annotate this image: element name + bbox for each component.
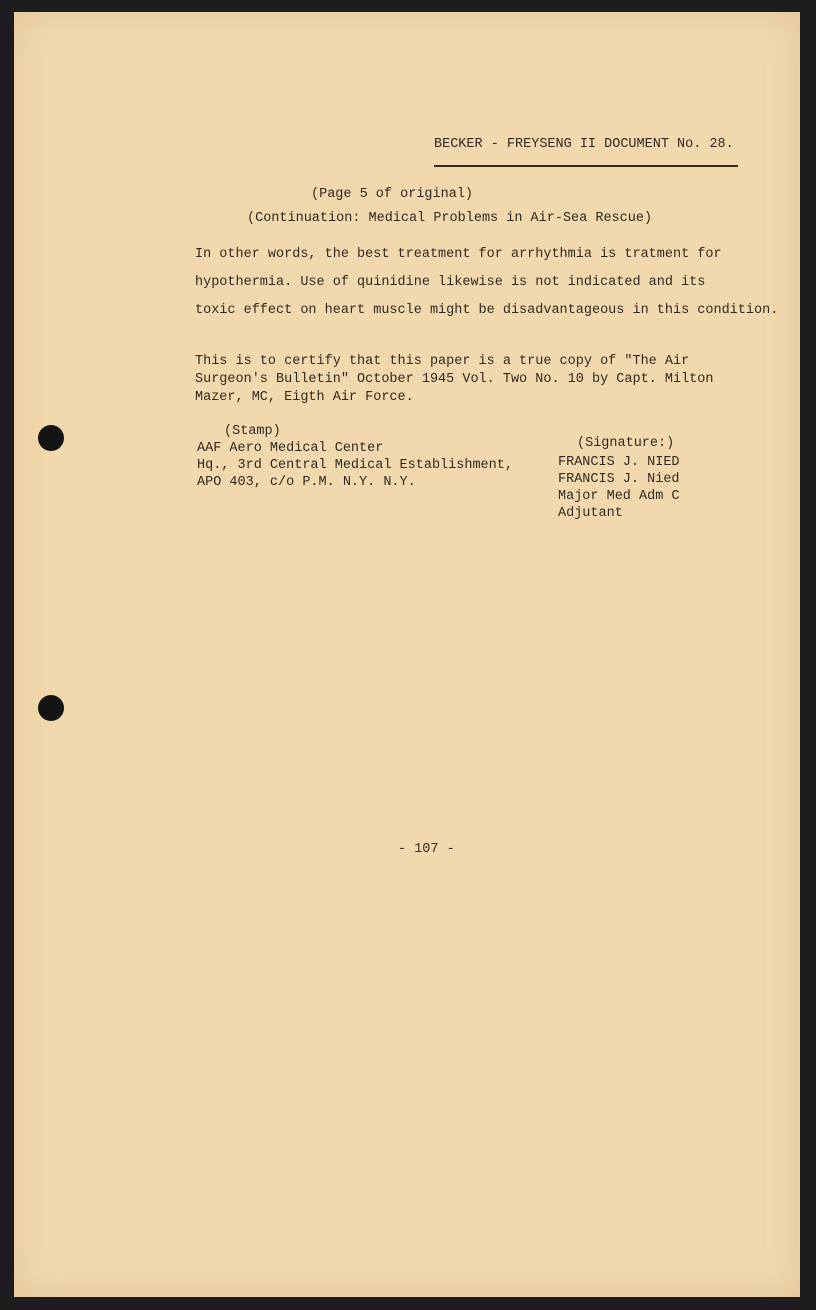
stamp-line: APO 403, c/o P.M. N.Y. N.Y.: [197, 475, 416, 490]
certification-line: This is to certify that this paper is a true copy of "The Air: [195, 354, 690, 369]
header-underline: [434, 165, 738, 167]
page-number: - 107 -: [398, 842, 455, 857]
body-line: toxic effect on heart muscle might be disadvantageous in this condition.: [195, 303, 779, 318]
document-page: [14, 12, 800, 1297]
signature-line: Adjutant: [558, 506, 623, 521]
stamp-line: Hq., 3rd Central Medical Establishment,: [197, 458, 513, 473]
certification-line: Surgeon's Bulletin" October 1945 Vol. Two No. 10 by Capt. Milton: [195, 372, 714, 387]
stamp-line: AAF Aero Medical Center: [197, 441, 384, 456]
stamp-label: (Stamp): [224, 424, 281, 439]
body-line: hypothermia. Use of quinidine likewise is not indicated and its: [195, 275, 706, 290]
document-header: BECKER - FREYSENG II DOCUMENT No. 28.: [434, 137, 734, 152]
signature-label: (Signature:): [577, 436, 675, 451]
signature-line: Major Med Adm C: [558, 489, 680, 504]
punch-hole-top: [38, 425, 64, 451]
signature-line: FRANCIS J. NIED: [558, 455, 680, 470]
certification-line: Mazer, MC, Eigth Air Force.: [195, 390, 414, 405]
body-line: In other words, the best treatment for arrhythmia is tratment for: [195, 247, 722, 262]
continuation-subtitle: (Continuation: Medical Problems in Air-Sea Rescue): [247, 211, 653, 226]
signature-line: FRANCIS J. Nied: [558, 472, 680, 487]
punch-hole-bottom: [38, 695, 64, 721]
page-reference: (Page 5 of original): [311, 187, 474, 202]
